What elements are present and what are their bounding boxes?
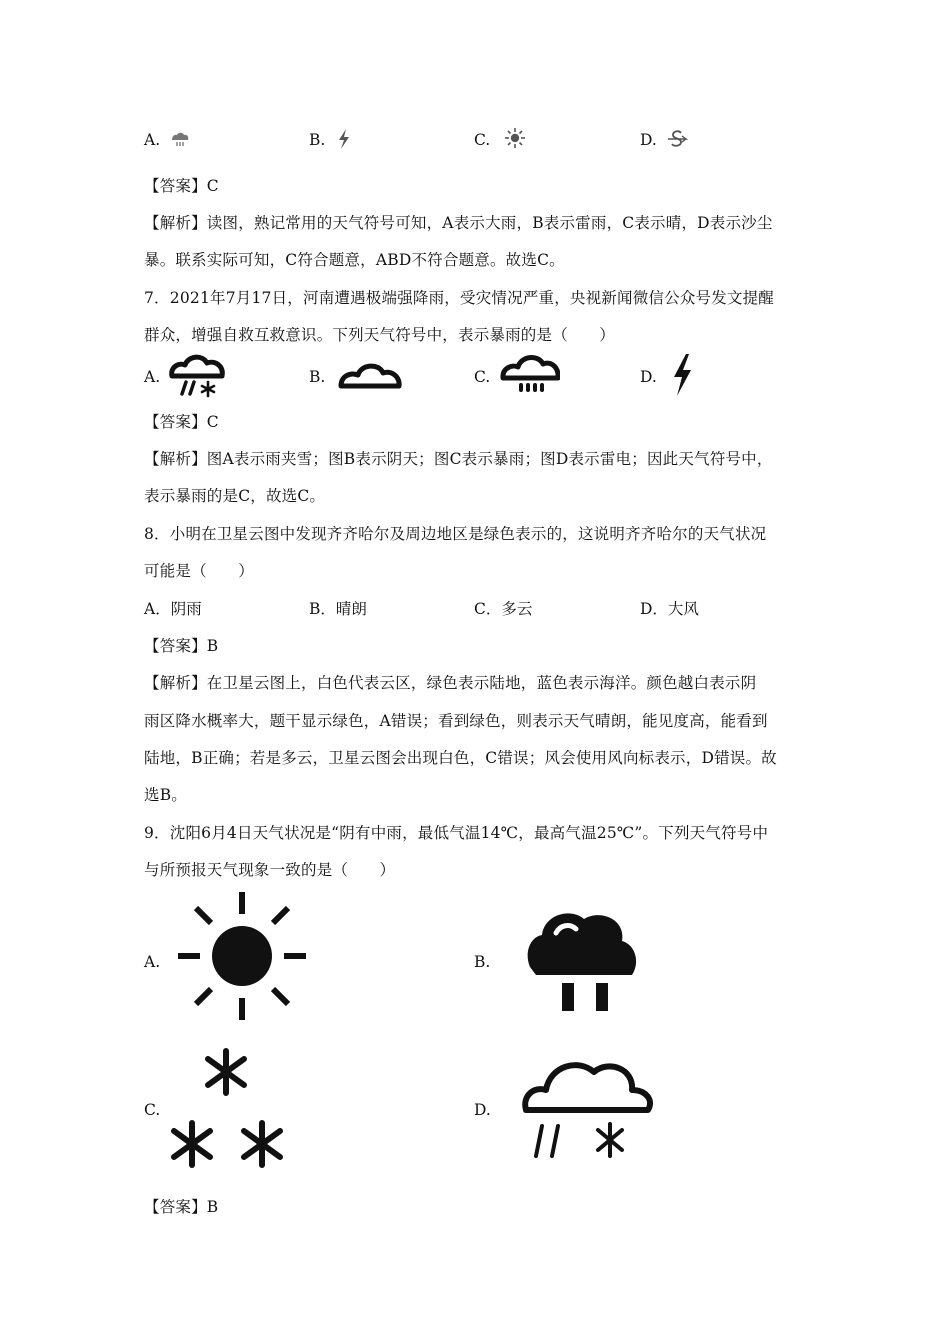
q8-stem-line1: 8．小明在卫星云图中发现齐齐哈尔及周边地区是绿色表示的，这说明齐齐哈尔的天气状况 [144,525,767,543]
q9-option-b: B. [474,953,491,971]
heavy-rain-icon [170,130,190,148]
q6-answer: 【答案】C [144,177,219,195]
q6-option-b: B. [309,131,326,149]
sandstorm-icon [666,128,688,150]
q9-answer: 【答案】B [144,1198,219,1216]
q6-analysis-line2: 暴。联系实际可知，C符合题意，ABD不符合题意。故选C。 [144,251,565,269]
cloudy-moderate-rain-icon [522,903,642,1015]
q8-option-d: D．大风 [640,600,699,618]
q9-stem-line2: 与所预报天气现象一致的是（ ） [144,861,396,879]
q6-analysis-line1: 【解析】读图，熟记常用的天气符号可知，A表示大雨，B表示雷雨，C表示晴，D表示沙尘 [144,214,773,232]
q7-analysis-line1: 【解析】图A表示雨夹雪；图B表示阴天；图C表示暴雨；图D表示雷电；因此天气符号中， [144,450,773,468]
q9-stem-line1: 9．沈阳6月4日天气状况是“阴有中雨，最低气温14℃，最高气温25℃”。下列天气符号中 [144,824,769,842]
lightning-icon [670,352,694,398]
q7-option-b: B. [309,368,326,386]
rainstorm-icon [500,352,560,398]
q8-analysis-line4: 选B。 [144,786,187,804]
q8-analysis-line1: 【解析】在卫星云图上，白色代表云区，绿色表示陆地，蓝色表示海洋。颜色越白表示阴 [144,674,757,692]
q8-option-a: A．阴雨 [144,600,202,618]
sunny-icon [504,127,526,149]
overcast-icon [338,360,402,390]
q7-option-c: C. [474,368,491,386]
thunderstorm-icon [337,128,351,150]
q8-analysis-line3: 陆地，B正确；若是多云，卫星云图会出现白色，C错误；风会使用风向标表示，D错误。故 [144,749,777,767]
q8-stem-line2: 可能是（ ） [144,562,254,580]
snow-icon [166,1045,290,1171]
q9-option-c: C. [144,1101,161,1119]
q9-option-d: D. [474,1101,491,1119]
q6-option-d: D. [640,131,657,149]
q7-stem-line1: 7．2021年7月17日，河南遭遇极端强降雨，受灾情况严重，央视新闻微信公众号发文提醒 [144,289,774,307]
q8-analysis-line2: 雨区降水概率大，题干显示绿色，A错误；看到绿色，则表示天气晴朗，能见度高，能看到 [144,712,768,730]
q7-stem-line2: 群众，增强自救互救意识。下列天气符号中，表示暴雨的是（ ） [144,326,616,344]
rain-snow-icon [520,1052,656,1162]
q8-answer: 【答案】B [144,637,219,655]
q6-option-c: C. [474,131,491,149]
sun-icon [176,890,308,1022]
q7-analysis-line2: 表示暴雨的是C，故选C。 [144,487,326,505]
q7-option-a: A. [144,368,161,386]
q7-answer: 【答案】C [144,413,219,431]
q8-option-b: B．晴朗 [309,600,367,618]
sleet-icon [168,352,226,400]
q7-option-d: D. [640,368,657,386]
q8-option-c: C．多云 [474,600,533,618]
q6-option-a: A. [144,131,161,149]
q9-option-a: A. [144,953,161,971]
